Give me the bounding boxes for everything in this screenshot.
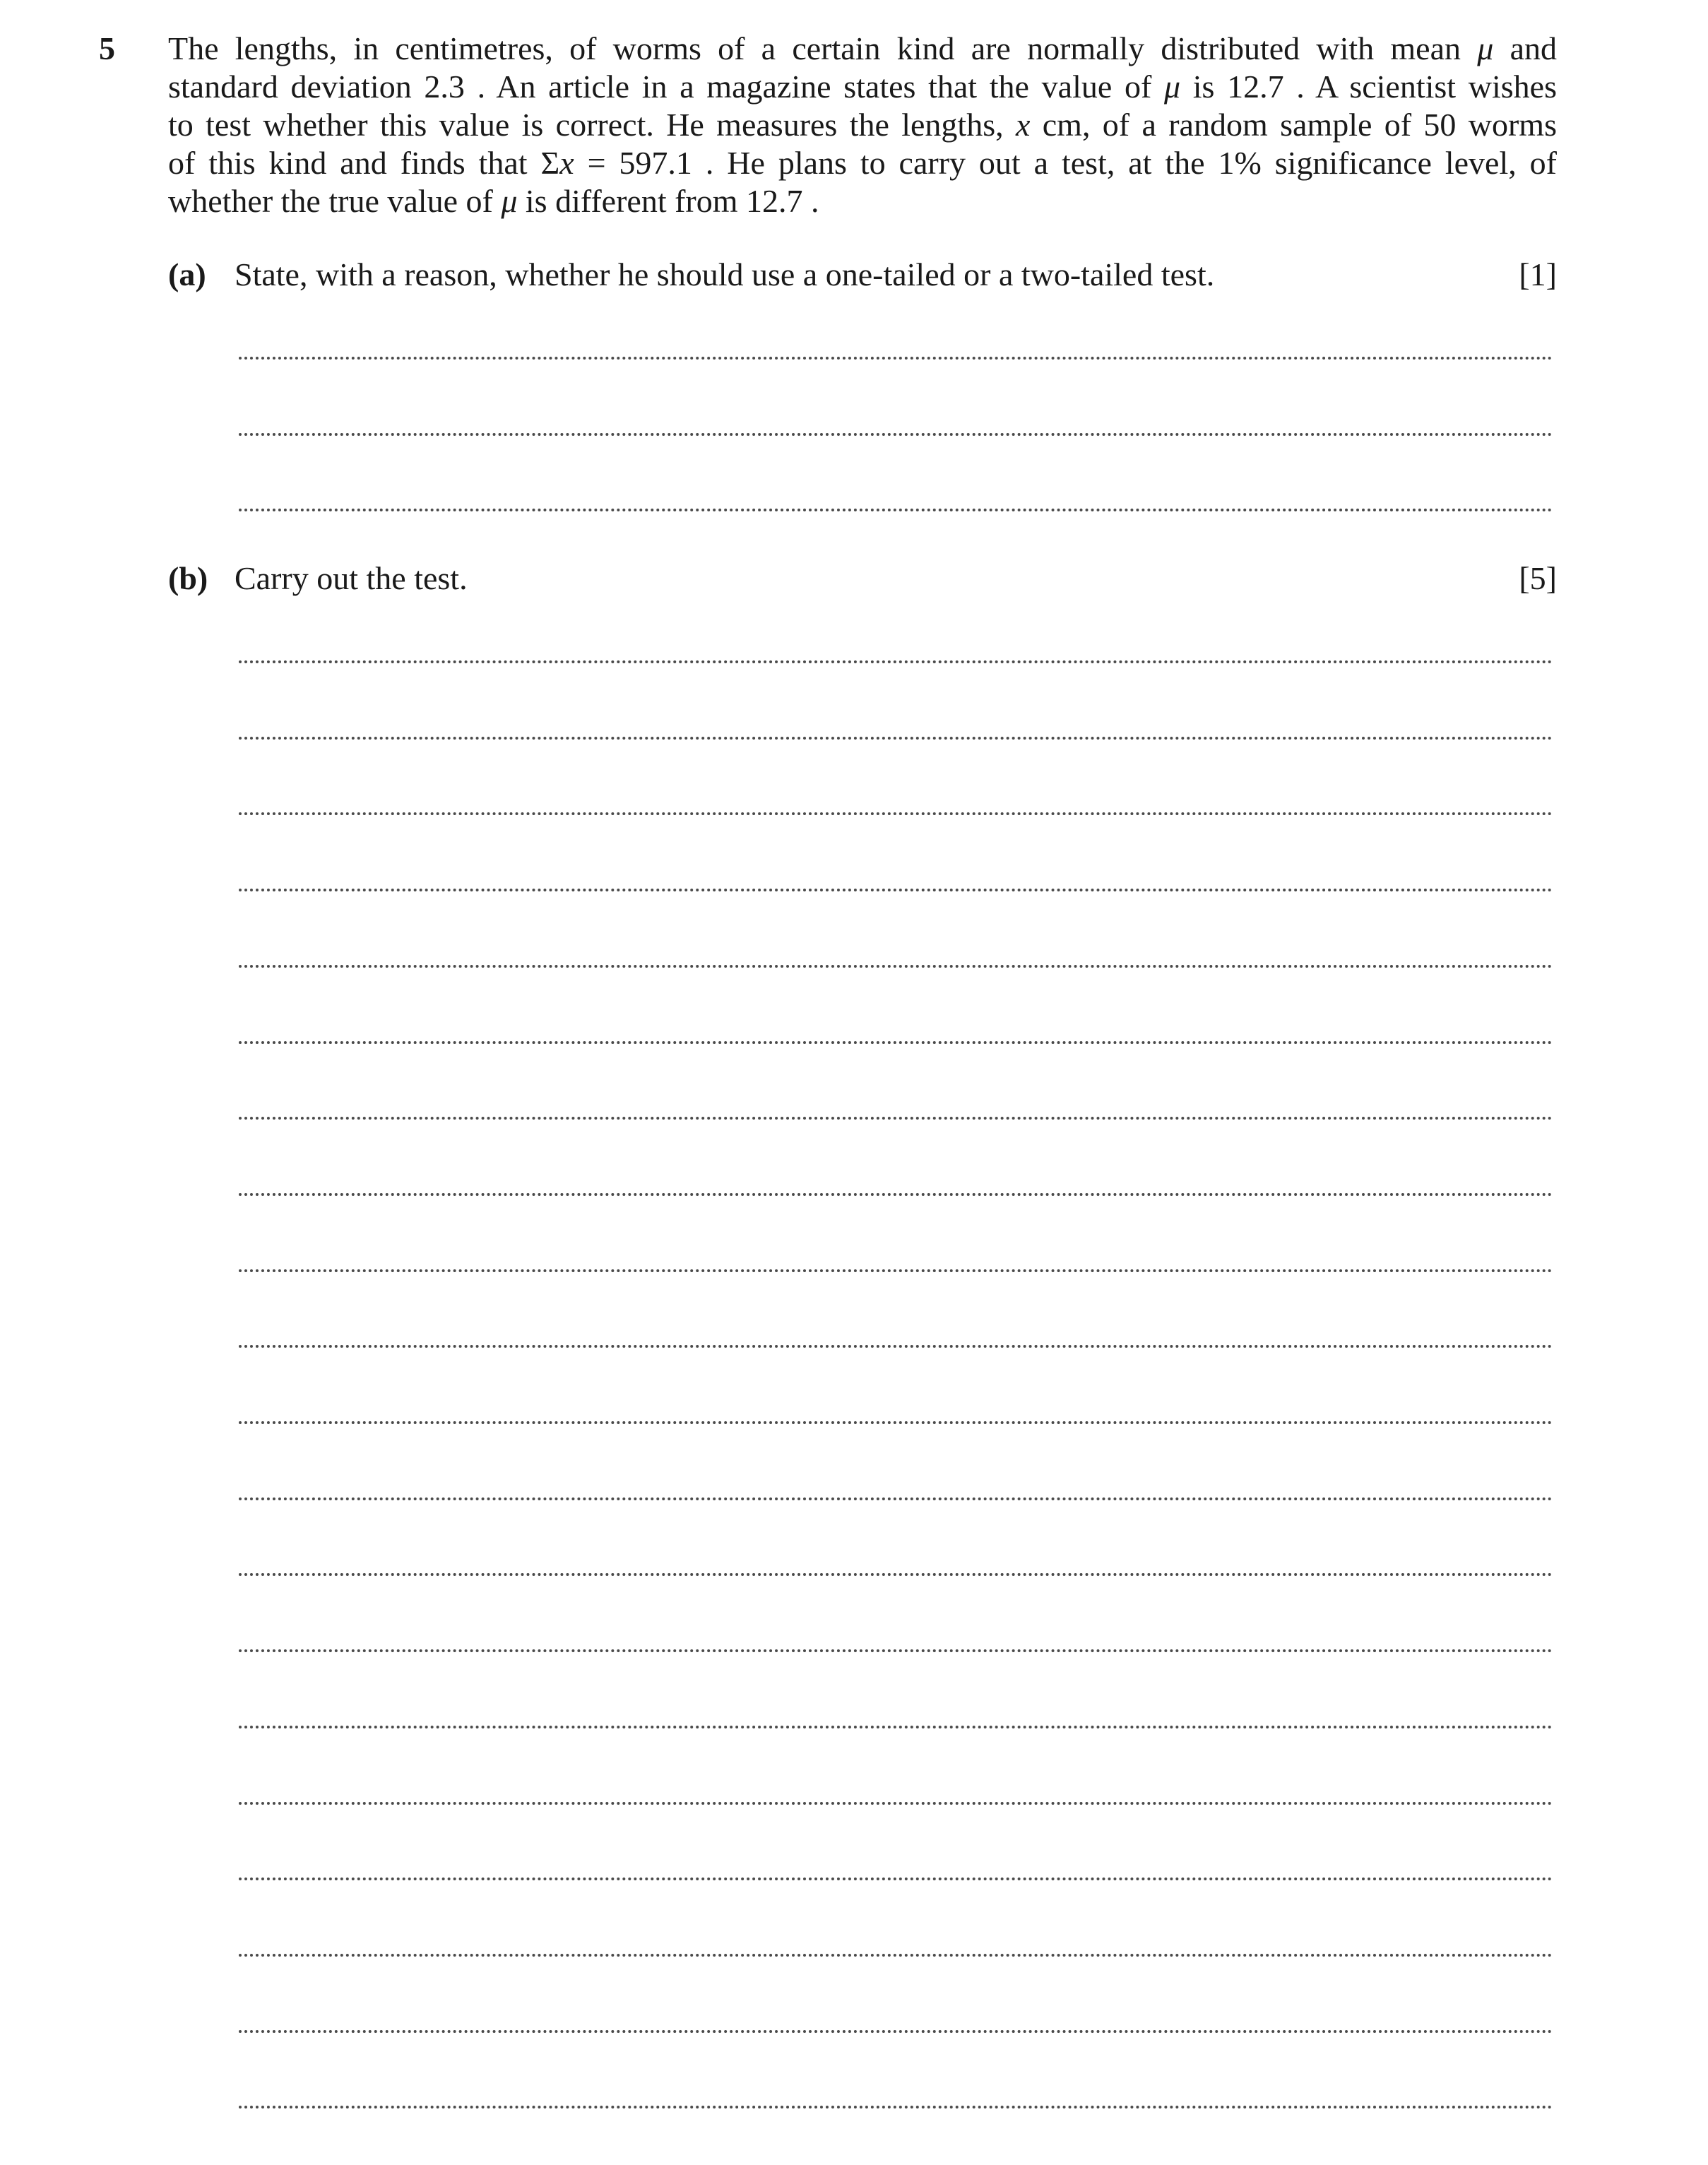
part-b-answer-line[interactable] [239,1345,1553,1348]
part-b-answer-line[interactable] [239,1421,1553,1424]
question-stem [168,30,1557,220]
part-b-label: (b) [168,560,208,596]
stem-line [168,182,1557,220]
stem-line [168,30,1557,68]
part-b-answer-line[interactable] [239,1954,1553,1957]
part-b-answer-line[interactable] [239,1117,1553,1120]
part-b-answer-line[interactable] [239,889,1553,891]
math-symbol: μ [1477,30,1494,66]
stem-line [168,144,1557,182]
part-b-answer-line[interactable] [239,1497,1553,1500]
part-b-answer-line[interactable] [239,1193,1553,1196]
part-b-answer-line[interactable] [239,1041,1553,1044]
part-b-answer-line[interactable] [239,2106,1553,2108]
part-a-answer-line[interactable] [239,433,1553,436]
part-b-answer-line[interactable] [239,2030,1553,2033]
part-b-answer-line[interactable] [239,812,1553,815]
part-b-answer-line[interactable] [239,1878,1553,1880]
part-b-answer-line[interactable] [239,1726,1553,1728]
part-a-answer-line[interactable] [239,357,1553,360]
stem-text: cm, of a random sample of 50 worms [1030,107,1557,143]
math-symbol: x [1015,107,1031,143]
part-b-answer-line[interactable] [239,660,1553,663]
stem-text: of this kind and finds that Σ [168,145,560,181]
stem-line [168,106,1557,144]
part-b-marks: [5] [1519,560,1557,596]
stem-text: is different from 12.7 . [517,183,819,219]
part-a-prompt: State, with a reason, whether he should use a one-tailed or a two-tailed test. [235,256,1215,292]
stem-text: to test whether this value is correct. He measures the lengths, [168,107,1016,143]
math-symbol: x [559,145,574,181]
math-symbol: μ [1163,69,1181,105]
stem-text: whether the true value of [168,183,502,219]
part-b-answer-line[interactable] [239,737,1553,740]
stem-text: and [1493,30,1557,66]
stem-text: standard deviation 2.3 . An article in a magazine states that the value of [168,69,1164,105]
part-b-answer-line[interactable] [239,1269,1553,1272]
part-a-marks: [1] [1519,256,1557,292]
stem-line [168,68,1557,106]
question-number: 5 [99,30,115,66]
part-a-label: (a) [168,256,206,292]
part-b-answer-line[interactable] [239,1802,1553,1805]
part-a-answer-line[interactable] [239,509,1553,511]
stem-text: is 12.7 . A scientist wishes [1180,69,1557,105]
stem-text: = 597.1 . He plans to carry out a test, at the 1% significance level, of [574,145,1557,181]
stem-text: The lengths, in centimetres, of worms of a certain kind are normally distributed with mean [168,30,1478,66]
part-b-answer-line[interactable] [239,965,1553,968]
part-b-answer-line[interactable] [239,1573,1553,1576]
part-b-answer-line[interactable] [239,1649,1553,1652]
math-symbol: μ [501,183,518,219]
part-b-prompt: Carry out the test. [235,560,468,596]
